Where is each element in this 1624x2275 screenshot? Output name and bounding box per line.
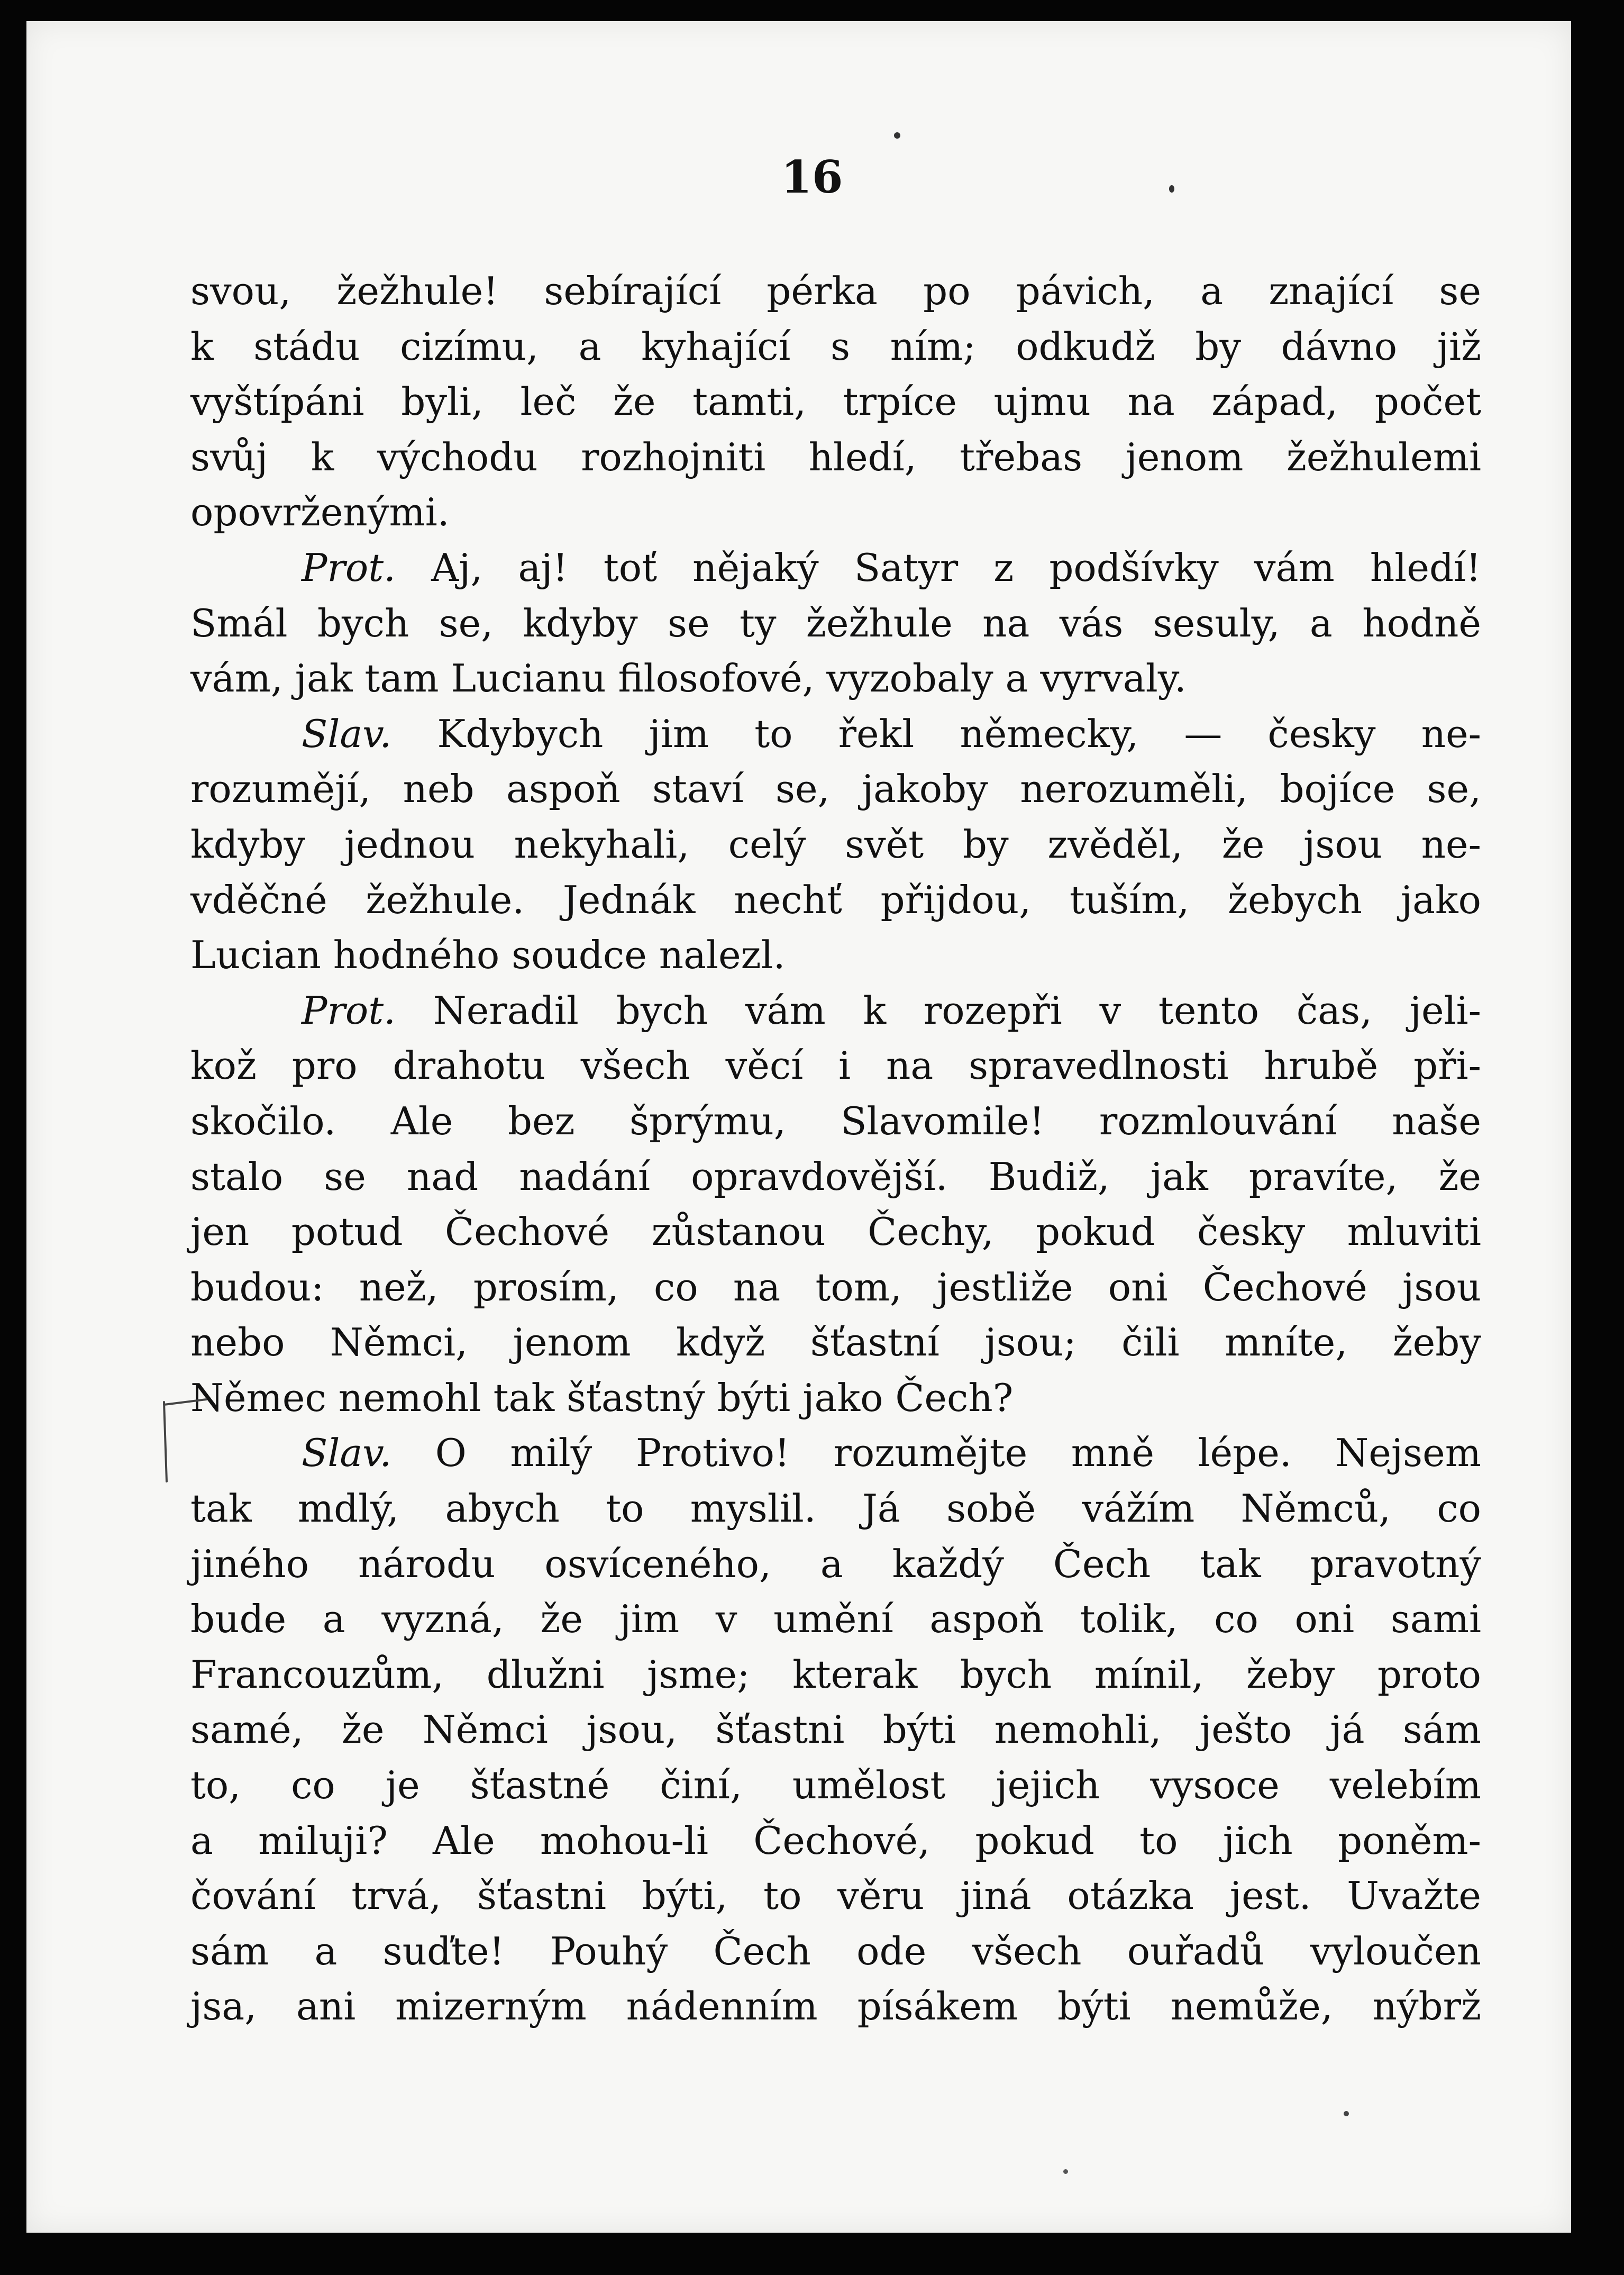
- text-line: [190, 706, 1481, 762]
- text-line: kož pro drahotu všech věcí i na spravedlnosti hrubě při-: [190, 1043, 1481, 1088]
- text-line: vám, jak tam Lucianu filosofové, vyzobaly a vyrvaly.: [190, 656, 1187, 701]
- body-text: [190, 263, 1481, 2034]
- text-line: samé, že Němci jsou, šťastni býti nemohli, ješto já sám: [190, 1707, 1481, 1752]
- speaker-label: Prot.: [302, 988, 396, 1033]
- line-text: Aj, aj! toť nějaký Satyr z podšívky vám hledí!: [431, 545, 1481, 590]
- text-line: jen potud Čechové zůstanou Čechy, pokud česky mluviti: [190, 1209, 1481, 1254]
- text-line: tak mdlý, abych to myslil. Já sobě vážím Němců, co: [190, 1486, 1481, 1531]
- text-line: a miluji? Ale mohou-li Čechové, pokud to jich poněm-: [190, 1818, 1481, 1863]
- text-line: Lucian hodného soudce nalezl.: [190, 933, 786, 978]
- text-line: svůj k východu rozhojniti hledí, třebas jenom žežhulemi: [190, 434, 1481, 479]
- line-text: O milý Protivo! rozumějte mně lépe. Nejsem: [435, 1431, 1481, 1476]
- line-text: Neradil bych vám k rozepři v tento čas, jeli-: [433, 988, 1482, 1033]
- text-line: jsa, ani mizerným nádenním písákem býti nemůže, nýbrž: [190, 1984, 1481, 2029]
- line-text: Kdybych jim to řekl německy, — česky ne-: [437, 711, 1482, 756]
- text-line: bude a vyzná, že jim v umění aspoň tolik, co oni sami: [190, 1597, 1481, 1642]
- text-line: [190, 540, 1481, 596]
- scan-speck: [1063, 2169, 1068, 2174]
- text-line: sám a suďte! Pouhý Čech ode všech ouřadů vyloučen: [190, 1928, 1481, 1973]
- text-line: vyštípáni byli, leč že tamti, trpíce ujmu na západ, počet: [190, 379, 1481, 424]
- text-line: vděčné žežhule. Jednák nechť přijdou, tuším, žebych jako: [190, 877, 1481, 922]
- text-line: budou: než, prosím, co na tom, jestliže oni Čechové jsou: [190, 1264, 1481, 1309]
- text-line: Francouzům, dlužni jsme; kterak bych mínil, žeby proto: [190, 1652, 1481, 1697]
- text-line: k stádu cizímu, a kyhající s ním; odkudž by dávno již: [190, 324, 1481, 369]
- text-line: to, co je šťastné činí, umělost jejich vysoce velebím: [190, 1763, 1481, 1808]
- text-line: Smál bych se, kdyby se ty žežhule na vás sesuly, a hodně: [190, 600, 1481, 645]
- text-line: kdyby jednou nekyhali, celý svět by zvěděl, že jsou ne-: [190, 822, 1481, 867]
- text-line: rozumějí, neb aspoň staví se, jakoby nerozuměli, bojíce se,: [190, 767, 1481, 812]
- scan-speck: [1169, 185, 1174, 193]
- text-line: opovrženými.: [190, 490, 450, 535]
- speaker-label: Prot.: [302, 545, 396, 590]
- text-line: nebo Němci, jenom když šťastní jsou; čili mníte, žeby: [190, 1320, 1481, 1365]
- text-line: jiného národu osvíceného, a každý Čech tak pravotný: [190, 1541, 1481, 1586]
- text-line: Němec nemohl tak šťastný býti jako Čech?: [190, 1375, 1014, 1420]
- scan-speck: [1344, 2111, 1349, 2116]
- text-line: čování trvá, šťastni býti, to věru jiná otázka jest. Uvažte: [190, 1873, 1481, 1918]
- text-line: [190, 983, 1481, 1039]
- pencil-mark-icon: [159, 1397, 212, 1487]
- text-line: stalo se nad nadání opravdovější. Budiž, jak pravíte, že: [190, 1154, 1481, 1199]
- speaker-label: Slav.: [302, 1431, 392, 1476]
- text-line: svou, žežhule! sebírající pérka po pávich, a znající se: [190, 269, 1481, 313]
- text-line: [190, 1425, 1481, 1481]
- speaker-label: Slav.: [302, 711, 392, 756]
- text-line: skočilo. Ale bez šprýmu, Slavomile! rozmlouvání naše: [190, 1098, 1481, 1143]
- scan-speck: [894, 132, 900, 139]
- page-number: 16: [781, 151, 843, 203]
